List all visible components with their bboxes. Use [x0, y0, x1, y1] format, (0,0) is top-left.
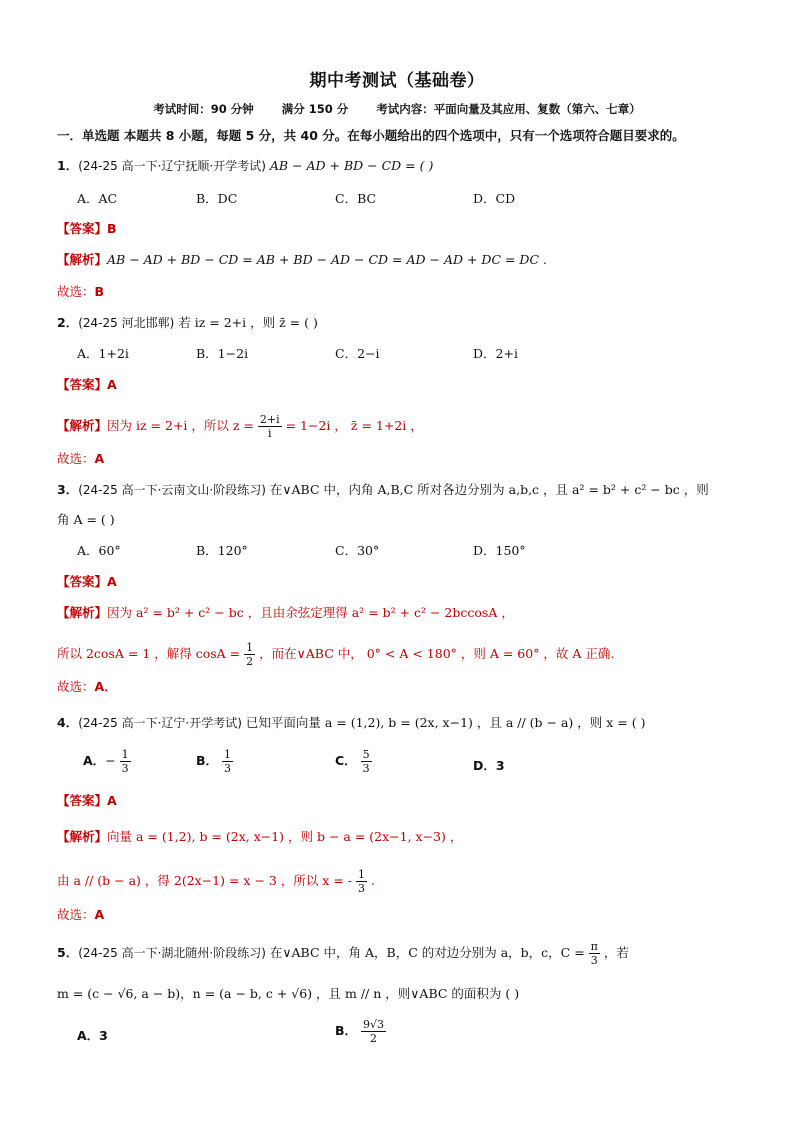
- option-sign: −: [105, 753, 116, 768]
- answer-tag: 【答案】: [57, 793, 108, 808]
- q1-option-d[interactable]: D．CD: [473, 191, 516, 206]
- choose-value: A．: [94, 679, 117, 694]
- analysis-text: 由 a // (b − a) ，得 2(2x−1) = x − 3 ，所以 x = -: [57, 873, 352, 888]
- q4-analysis-line1: [57, 828, 462, 846]
- fraction-numerator: π: [590, 940, 598, 953]
- q3-option-c[interactable]: C．30°: [335, 543, 380, 558]
- fraction-denominator: 2: [246, 655, 254, 668]
- question-source: (24-25 高一下·辽宁·开学考试): [78, 716, 242, 730]
- answer-tag: 【答案】: [57, 574, 108, 589]
- question-5-stem-line1: [57, 940, 629, 967]
- choose-tag: 故选：: [57, 284, 95, 299]
- analysis-text-tail: .: [370, 873, 375, 888]
- q2-option-c[interactable]: C．2−i: [335, 346, 380, 361]
- answer-tag: 【答案】: [57, 221, 108, 236]
- fraction-numerator: 2+i: [259, 413, 280, 426]
- q4-option-a[interactable]: [83, 748, 131, 775]
- fraction-denominator: 3: [362, 762, 370, 775]
- question-number: 5．: [57, 945, 79, 960]
- fraction: [361, 748, 372, 775]
- question-number: 3．: [57, 482, 79, 497]
- question-5-stem-line2: m = (c − √6, a − b)，n = (a − b, c + √6) ，且 m // n ，则∨ABC 的面积为 ( ): [57, 986, 520, 1001]
- question-4-stem: [57, 714, 645, 732]
- q4-choose: [57, 906, 104, 924]
- question-source: (24-25 河北邯郸): [78, 316, 175, 330]
- q4-option-d[interactable]: D．3: [473, 758, 505, 773]
- fraction-numerator: 1: [246, 641, 254, 654]
- fraction: [361, 1018, 386, 1045]
- analysis-text: 因为 a² = b² + c² − bc ，且由余弦定理得 a² = b² + c² − 2bccosA ，: [107, 605, 514, 620]
- question-3-stem-line1: [57, 481, 709, 499]
- exam-time: 考试时间：90 分钟: [153, 102, 254, 116]
- fraction-numerator: 1: [121, 748, 129, 761]
- fraction-denominator: 2: [370, 1032, 378, 1045]
- choose-tag: 故选：: [57, 451, 95, 466]
- option-label: A．: [83, 753, 106, 768]
- exam-content: 考试内容：平面向量及其应用、复数（第六、七章）: [376, 102, 641, 116]
- analysis-tag: 【解析】: [57, 252, 108, 267]
- question-1-stem: [57, 157, 433, 175]
- question-number: 1．: [57, 158, 79, 173]
- choose-value: A: [94, 451, 105, 466]
- analysis-text-tail: = 1−2i ， z̄ = 1+2i ，: [285, 418, 423, 433]
- q5-option-a[interactable]: A．3: [77, 1028, 108, 1043]
- q2-answer: [57, 376, 117, 394]
- fraction: [589, 940, 600, 967]
- q2-analysis: [57, 413, 423, 440]
- fraction-denominator: 3: [224, 762, 232, 775]
- q3-answer: [57, 573, 117, 591]
- fraction-denominator: 3: [590, 954, 598, 967]
- fraction-numerator: 1: [224, 748, 232, 761]
- q5-option-b[interactable]: [335, 1018, 386, 1045]
- question-text: 在∨ABC 中，角 A，B，C 的对边分别为 a，b，c，C =: [269, 945, 585, 960]
- analysis-text: 因为 iz = 2+i ，所以 z =: [107, 418, 254, 433]
- option-label: C．: [335, 753, 357, 768]
- q2-option-a[interactable]: A．1+2i: [77, 346, 129, 361]
- q4-option-c[interactable]: [335, 748, 372, 775]
- q3-option-d[interactable]: D．150°: [473, 543, 526, 558]
- analysis-tag: 【解析】: [57, 829, 108, 844]
- question-text: AB − AD + BD − CD = ( ): [269, 158, 434, 173]
- analysis-tag: 【解析】: [57, 418, 108, 433]
- analysis-tag: 【解析】: [57, 605, 108, 620]
- analysis-text-tail: ，而在∨ABC 中， 0° < A < 180° ，则 A = 60° ，故 A 正确.: [259, 646, 615, 661]
- answer-value: B: [107, 221, 117, 236]
- option-label: B．: [335, 1023, 358, 1038]
- question-text: 在∨ABC 中，内角 A,B,C 所对各边分别为 a,b,c ，且 a² = b² + c² − bc ，则: [269, 482, 709, 497]
- q2-option-d[interactable]: D．2+i: [473, 346, 518, 361]
- fraction: [244, 641, 255, 668]
- q4-option-b[interactable]: [196, 748, 233, 775]
- question-text: 已知平面向量 a = (1,2), b = (2x, x−1) ，且 a // (b − a) ，则 x = ( ): [245, 715, 646, 730]
- fraction: [258, 413, 282, 440]
- q3-option-b[interactable]: B．120°: [196, 543, 248, 558]
- section-heading: 一．单选题 本题共 8 小题，每题 5 分，共 40 分。在每小题给出的四个选项中，只有一个选项符合题目要求的。: [57, 128, 685, 143]
- fraction-numerator: 5: [362, 748, 370, 761]
- q1-option-c[interactable]: C．BC: [335, 191, 377, 206]
- choose-tag: 故选：: [57, 907, 95, 922]
- q1-option-a[interactable]: A．AC: [77, 191, 118, 206]
- q4-analysis-line2: [57, 868, 375, 895]
- full-score: 满分 150 分: [281, 102, 349, 116]
- analysis-text: 向量 a = (1,2), b = (2x, x−1) ，则 b − a = (2x−1, x−3) ，: [107, 829, 463, 844]
- exam-meta: [0, 101, 794, 117]
- fraction-numerator: 1: [357, 868, 365, 881]
- page-title: 期中考测试（基础卷）: [309, 71, 485, 91]
- answer-value: A: [107, 793, 117, 808]
- choose-tag: 故选：: [57, 679, 95, 694]
- answer-tag: 【答案】: [57, 377, 108, 392]
- fraction-denominator: 3: [357, 882, 365, 895]
- q3-choose: [57, 678, 117, 696]
- fraction-denominator: 3: [121, 762, 129, 775]
- fraction: [356, 868, 367, 895]
- choose-value: A: [94, 907, 105, 922]
- q1-analysis: [57, 251, 547, 269]
- analysis-text: AB − AD + BD − CD = AB + BD − AD − CD = AD − AD + DC = DC .: [107, 252, 547, 267]
- q4-answer: [57, 792, 117, 810]
- q1-option-b[interactable]: B．DC: [196, 191, 238, 206]
- question-number: 2．: [57, 315, 79, 330]
- question-source: (24-25 高一下·湖北随州·阶段练习): [78, 946, 266, 960]
- question-number: 4．: [57, 715, 79, 730]
- fraction: [222, 748, 233, 775]
- q1-choose: [57, 283, 104, 301]
- fraction-denominator: i: [267, 427, 272, 440]
- option-label: B．: [196, 753, 219, 768]
- q3-analysis-line1: [57, 604, 514, 622]
- q1-answer: [57, 220, 117, 238]
- choose-value: B: [94, 284, 105, 299]
- question-3-stem-line2: 角 A = ( ): [57, 512, 115, 527]
- question-text-tail: ，若: [603, 945, 629, 960]
- question-2-stem: [57, 314, 318, 332]
- question-source: (24-25 高一下·云南文山·阶段练习): [78, 483, 266, 497]
- question-text: 若 iz = 2+i ，则 z̄ = ( ): [178, 315, 318, 330]
- q3-analysis-line2: [57, 641, 614, 668]
- answer-value: A: [107, 574, 117, 589]
- question-source: (24-25 高一下·辽宁抚顺·开学考试): [78, 159, 266, 173]
- fraction-numerator: 9√3: [363, 1018, 385, 1031]
- q2-option-b[interactable]: B．1−2i: [196, 346, 249, 361]
- answer-value: A: [107, 377, 117, 392]
- q3-option-a[interactable]: A．60°: [77, 543, 121, 558]
- analysis-text: 所以 2cosA = 1 ，解得 cosA =: [57, 646, 241, 661]
- fraction: [120, 748, 131, 775]
- q2-choose: [57, 450, 104, 468]
